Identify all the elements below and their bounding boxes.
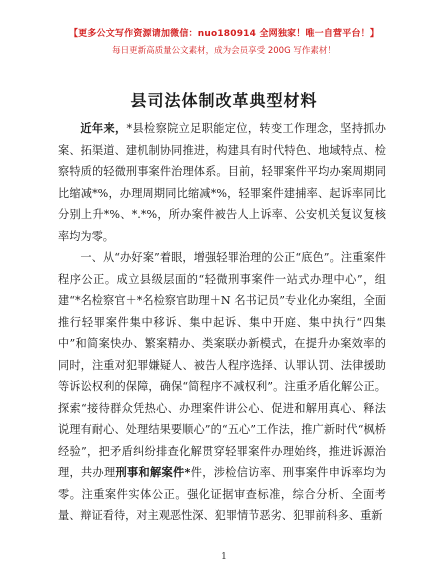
page-number: 1: [221, 552, 227, 562]
promo-banner: [0, 26, 448, 56]
paragraph-2: [58, 247, 386, 527]
promo-line-1: 【更多公文写作资源请加微信：nuo180914 全网独家！唯一自营平台！】: [68, 29, 380, 39]
paragraph-2-tail: 件，涉检信访率、刑事案件申诉率均为零。注重案件实体公正。强化证据审查标准，综合分析、全面考量、辩证看待，对主观恶性深、犯罪情节恶劣、犯罪前科多、重新: [58, 466, 386, 522]
promo-line-2: 每日更新高质量公文素材，成为会员享受 200G 写作素材！: [112, 46, 336, 56]
document-title: 县司法体制改革典型材料: [130, 91, 318, 110]
paragraph-2-bold: 刑事和解案件*: [115, 465, 191, 479]
paragraph-1-text: *县检察院立足职能定位，转变工作理念，坚持抓办案、拓渠道、建机制协同推进，构建具有时代特色、地域特点、检察特质的轻微刑事案件治理体系。目前，轻罪案件平均办案周期同比缩减*%，办理周期同比缩减*%，轻罪案件建捕率、起诉率同比分别上升*%、*.*%，所办案件被告人上诉率、公安机关复议复核率均为零。: [58, 122, 386, 243]
paragraph-1-lead: 近年来，: [80, 121, 127, 135]
document-body: [58, 118, 386, 527]
paragraph-2-text: 一、从“办好案”着眼，增强轻罪治理的公正“底色”。注重案件程序公正。成立县级层面的“轻微刑事案件一站式办理中心”，组建“*名检察官＋*名检察官助理＋N 名书记员”专业化办案组，全面推行轻罪案件集中移诉、集中起诉、集中开庭、集中执行“四集中”和简案快办、繁案精办、类案联办新模式，在提升办案效率的同时，注重对犯罪嫌疑人、被告人程序选择、认罪认罚、法律援助等诉讼权利的保障，确保“简程序不减权利”。注重矛盾化解公正。探索“接待群众凭热心、办理案件讲公心、促进和解用真心、释法说理有耐心、处理结果要顺心”的“五心”工作法，推广新时代“枫桥经验”，把矛盾纠纷排查化解贯穿轻罪案件办理始终，推进诉源治理，共办理: [58, 251, 386, 479]
paragraph-1: [58, 118, 386, 247]
